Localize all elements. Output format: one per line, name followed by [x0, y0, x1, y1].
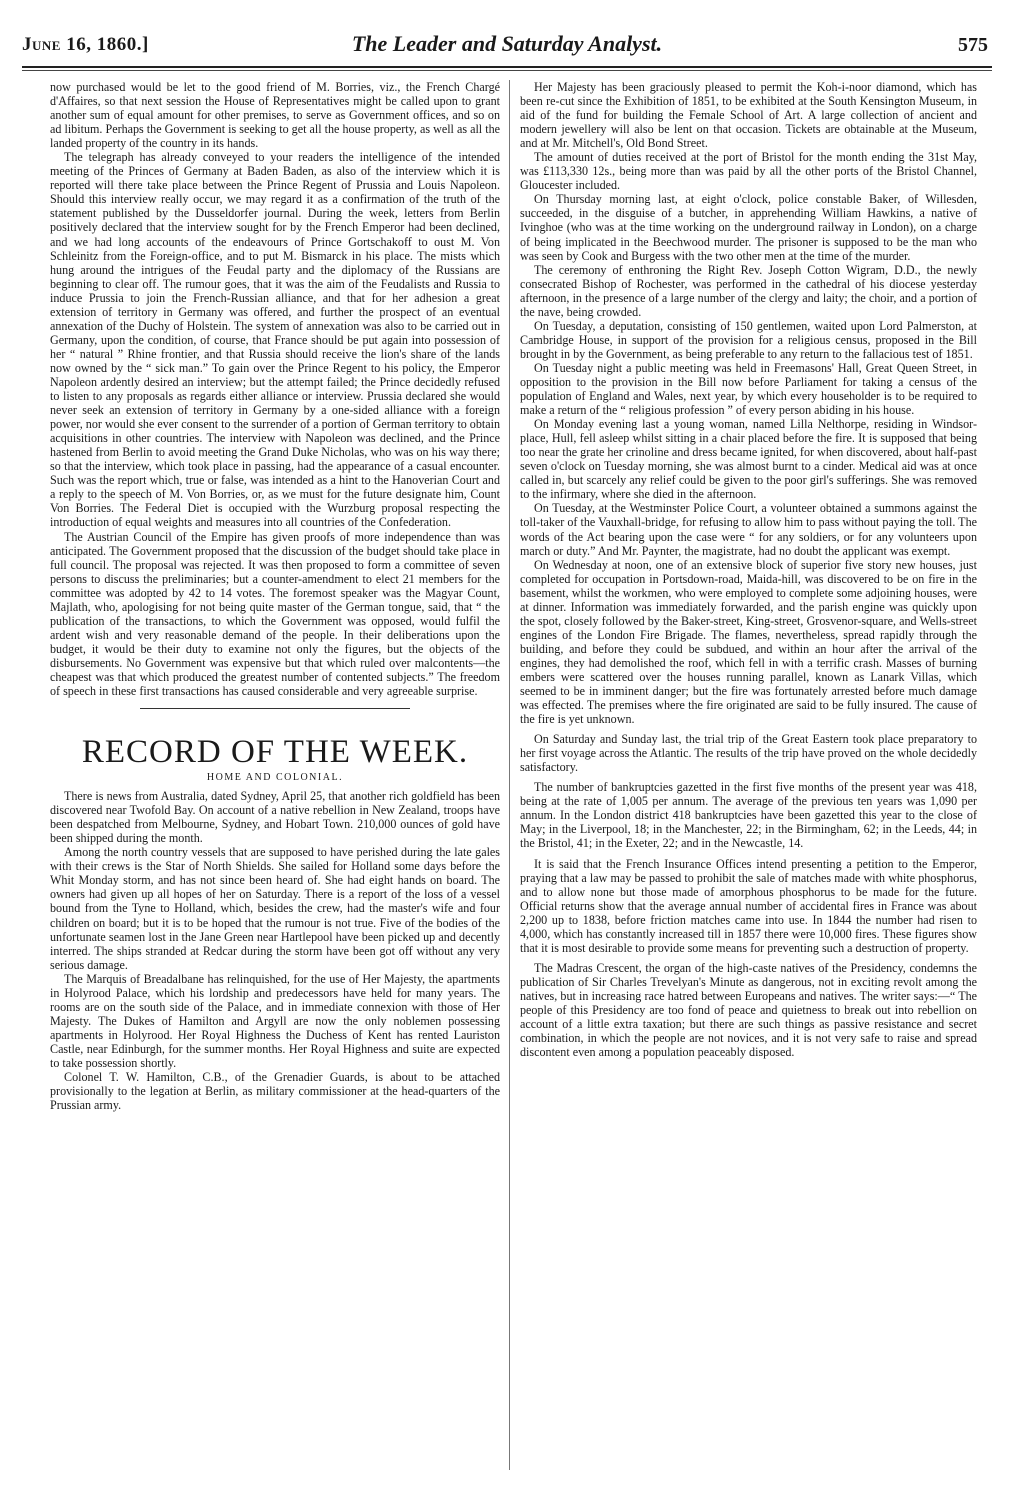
news-item: Colonel T. W. Hamilton, C.B., of the Grenadier Guards, is about to be attached provisionally to the legation at Berlin, as military commissioner at the head-quarters of the Prussian army. [50, 1070, 500, 1113]
header-date: June 16, 1860.] [22, 34, 149, 55]
section-title: RECORD OF THE WEEK. [81, 734, 469, 771]
news-item: On Wednesday at noon, one of an extensive block of superior five story new houses, just completed for occupation in Portsdown-road, Maida-hill, was discovered to be on fire in the basement, whilst the workmen, who were employed to complete some adjoining houses, were at dinner. Information was immediately forwarded, and the parish engine was quickly upon the spot, closely followed by the Baker-street, King-street, Grosvenor-square, and Wells-street engines of the London Fire Brigade. The flames, nevertheless, spread rapidly through the building, and before they could be subdued, and within an hour after the arrival of the engines, they had demolished the roof, which fell in with a terrific crash. Masses of burning embers were scattered over the houses running parallel, known as Lanark Villas, which seemed to be in imminent danger; but the fire was fortunately arrested before much damage was effected. The premises where the fire originated are said to be fully insured. The cause of the fire is yet unknown. [520, 557, 977, 727]
news-item: On Tuesday night a public meeting was held in Freemasons' Hall, Great Queen Street, in opposition to the provision in the Bill now before Parliament for taking a census of the population of England and Wales, next year, by which every householder is to be required to make a return of the “ religious profession ” of every person abiding in his house. [520, 360, 977, 418]
news-item: It is said that the French Insurance Offices intend presenting a petition to the Emperor, praying that a law may be passed to prohibit the sale of matches made with white phosphorus, and to allow none but those made of amorphous phosphorus to be made for the future. Official returns show that the average annual number of accidental fires in France was about 2,200 up to 1838, before friction matches came into use. In 1844 the number had risen to 4,000, which has constantly increased till in 1857 there were 10,000 fires. These figures show that it is most desirable to provide some means for preventing such a destruction of property. [520, 856, 977, 955]
page-header [22, 28, 992, 62]
article-paragraph: The telegraph has already conveyed to your readers the intelligence of the intended meeting of the Princes of Germany at Baden Baden, as also of the interview which it is reported will there take place between the Prince Regent of Prussia and Louis Napoleon. Should this interview really occur, we may regard it as a confirmation of the truth of the statement published by the Dusseldorfer journal. During the week, letters from Berlin positively declared that the interview sought for by the French Emperor had been declined, and we had long accounts of the endeavours of Prince Gortschakoff to oust M. Von Schleinitz from the Foreign-office, and to put M. Bismarck in his place. The mists which hung around the intrigues of the Feudal party and the diplomacy of the Russians are beginning to clear off. The rumour goes, that it was the aim of the Feudalists and Russia to induce Prussia to join the French-Russian alliance, and that for her adhesion a great extension of territory in Germany was offered, and further the prospect of an eventual annexation of the Duchy of Holstein. The system of annexation was also to be carried out in Germany, upon the condition, of course, that France should be put again into possession of her “ natural ” Rhine frontier, and that Russia should receive the lion's share of the lands now owned by the “ sick man.” To gain over the Prince Regent to his policy, the Emperor Napoleon ardently desired an interview; but the attempt failed; the Prince decidedly refused to listen to any proposals as regards either alliance or interview. Prussia declared she would never seek an extension of territory in Germany by a one-sided alliance with a foreign power, nor would she ever consent to the surrender of a portion of German territory to obtain acquisitions in other countries. The interview with Napoleon was declined, and the Prince hastened from Berlin to avoid meeting the Grand Duke Nicholas, who was on his way there; so that the interview, which took place in passing, had the appearance of a casual encounter. Such was the report which, true or false, was intended as a hint to the Hanoverian Court and a reply to the speech of M. Von Borries, or, as we must for the future designate him, Count Von Borries. The Federal Diet is occupied with the Wurzburg proposal respecting the introduction of equal weights and measures into all countries of the Confederation. [50, 150, 500, 530]
header-rule [22, 66, 992, 68]
news-item: The number of bankruptcies gazetted in the first five months of the present year was 418, being at the rate of 1,005 per annum. The average of the previous ten years was 1,090 per annum. In the London district 418 bankruptcies have been gazetted this year to the close of May; in the Liverpool, 18; in the Manchester, 22; in the Birmingham, 62; in the Leeds, 44; in the Bristol, 41; in the Exeter, 22; and in the Newcastle, 14. [520, 780, 977, 851]
header-title: The Leader and Saturday Analyst. [351, 31, 663, 56]
right-column [520, 80, 977, 1059]
news-item: On Thursday morning last, at eight o'clock, police constable Baker, of Willesden, succeeded, in the disguise of a butcher, in apprehending William Hawkins, a native of Ivinghoe (who was at the time working on the underground railway in London), on a charge of being implicated in the Beechwood murder. The prisoner is supposed to be the man who was seen by Cook and Burgess with the two other men at the time of the murder. [520, 192, 977, 263]
news-item: There is news from Australia, dated Sydney, April 25, that another rich goldfield has been discovered near Twofold Bay. On account of a native rebellion in New Zealand, troops have been despatched from Melbourne, Sydney, and Hobart Town. 210,000 ounces of gold have been shipped during the month. [50, 789, 500, 846]
article-paragraph: The Austrian Council of the Empire has given proofs of more independence than was anticipated. The Government proposed that the discussion of the budget should take place in full council. The proposal was rejected. It was then proposed to form a committee of seven persons to discuss the preliminaries; but a counter-amendment to elect 21 members for the committee was adopted by 42 to 14 votes. The foremost speaker was the Magyar Count, Majlath, who, apologising for not being quite master of the German tongue, said, that “ the publication of the transactions, to which the Government was opposed, would fulfil the ardent wish and very reasonable demand of the people. In their deliberations upon the budget, it would be their duty to examine not only the figures, but the objects of the disbursements. No Government was expensive but that which ruled over malcontents—the cheapest was that which produced the greatest number of contented subjects.” The freedom of speech in these first transactions has caused considerable and very agreeable surprise. [50, 529, 500, 699]
news-item: On Tuesday, a deputation, consisting of 150 gentlemen, waited upon Lord Palmerston, at Cambridge House, in support of the provision for a religious census, proposed in the Bill brought in by the Government, as being preferable to any return to the fallacious test of 1851. [520, 318, 977, 361]
section-divider [140, 708, 410, 709]
news-item: On Saturday and Sunday last, the trial trip of the Great Eastern took place preparatory to her first voyage across the Atlantic. The results of the trip have proved on the whole decidedly satisfactory. [520, 732, 977, 775]
news-item: On Monday evening last a young woman, named Lilla Nelthorpe, residing in Windsor-place, Hull, fell asleep whilst sitting in a chair placed before the fire. It is supposed that being too near the grate her crinoline and dress became ignited, for when discovered, about half-past seven o'clock on Tuesday morning, she was almost burnt to a cinder. Medical aid was at once called in, but scarcely any relief could be given to the poor girl's sufferings. She was removed to the infirmary, where she died in the afternoon. [520, 417, 977, 502]
header-rule-thin [22, 70, 992, 71]
header-page-number: 575 [958, 34, 988, 56]
section-subtitle: HOME AND COLONIAL. [206, 772, 344, 784]
news-item: The Marquis of Breadalbane has relinquished, for the use of Her Majesty, the apartments in Holyrood Palace, which his lordship and predecessors have held for many years. The rooms are on the south side of the Palace, and in immediate connexion with those of Her Majesty. The Dukes of Hamilton and Argyll are now the only noblemen possessing apartments in Holyrood. Her Royal Highness the Duchess of Kent has rented Lauriston Castle, near Edinburgh, for the summer months. Her Royal Highness and suite are expected to take possession shortly. [50, 971, 500, 1070]
news-item: The ceremony of enthroning the Right Rev. Joseph Cotton Wigram, D.D., the newly consecrated Bishop of Rochester, was performed in the cathedral of his diocese yesterday afternoon, in the presence of a large number of the clergy and laity; the choir, and a portion of the nave, being crowded. [520, 262, 977, 319]
news-item: On Tuesday, at the Westminster Police Court, a volunteer obtained a summons against the toll-taker of the Vauxhall-bridge, for refusing to allow him to pass without paying the toll. The words of the Act bearing upon the case were “ for any soldiers, or for any volunteers upon march or duty.” And Mr. Paynter, the magistrate, had no doubt the applicant was exempt. [520, 501, 977, 558]
column-divider [509, 80, 510, 1470]
news-item: The amount of duties received at the port of Bristol for the month ending the 31st May, was £113,330 12s., being more than was paid by all the other ports of the Bristol Channel, Gloucester included. [520, 150, 977, 193]
news-item: Her Majesty has been graciously pleased to permit the Koh-i-noor diamond, which has been re-cut since the Exhibition of 1851, to be exhibited at the South Kensington Museum, in aid of the fund for building the Female School of Art. A large collection of ancient and modern jewellery will also be lent on that occasion. Tickets are obtainable at the Museum, and at Mr. Mitchell's, Old Bond Street. [520, 80, 977, 151]
news-item: The Madras Crescent, the organ of the high-caste natives of the Presidency, condemns the publication of Sir Charles Trevelyan's Minute as dangerous, not in exciting revolt among the natives, but in increasing race hatred between Europeans and natives. The writer says:—“ The people of this Presidency are too fond of peace and quietness to break out into rebellion on account of a little extra taxation; but there are such things as passive resistance and secret combination, in which the people are not novices, and it is not very safe to raise and spread discontent even among a population peaceably disposed. [520, 960, 977, 1060]
news-item: Among the north country vessels that are supposed to have perished during the late gales with their crews is the Star of North Shields. She sailed for Holland some days before the Whit Monday storm, and has not since been heard of. She had eight hands on board. The owners had given up all hopes of her on Saturday. There is a report of the loss of a vessel bound from the Tyne to Holland, which, besides the crew, had the master's wife and four children on board; but it is to be hoped that the rumour is not true. Five of the bodies of the unfortunate seamen lost in the Jane Green near Hartlepool have been picked up and decently interred. The ships stranded at Redcar during the storm have been got off without any very serious damage. [50, 845, 500, 972]
left-column [50, 80, 500, 1112]
article-paragraph: now purchased would be let to the good friend of M. Borries, viz., the French Chargé d'Affaires, so that next session the House of Representatives might be called upon to grant another sum of equal amount for other premises, to serve as Government offices, and so on ad libitum. Perhaps the Government is seeking to get all the house property, as well as all the landed property of the country in its hands. [50, 80, 500, 151]
